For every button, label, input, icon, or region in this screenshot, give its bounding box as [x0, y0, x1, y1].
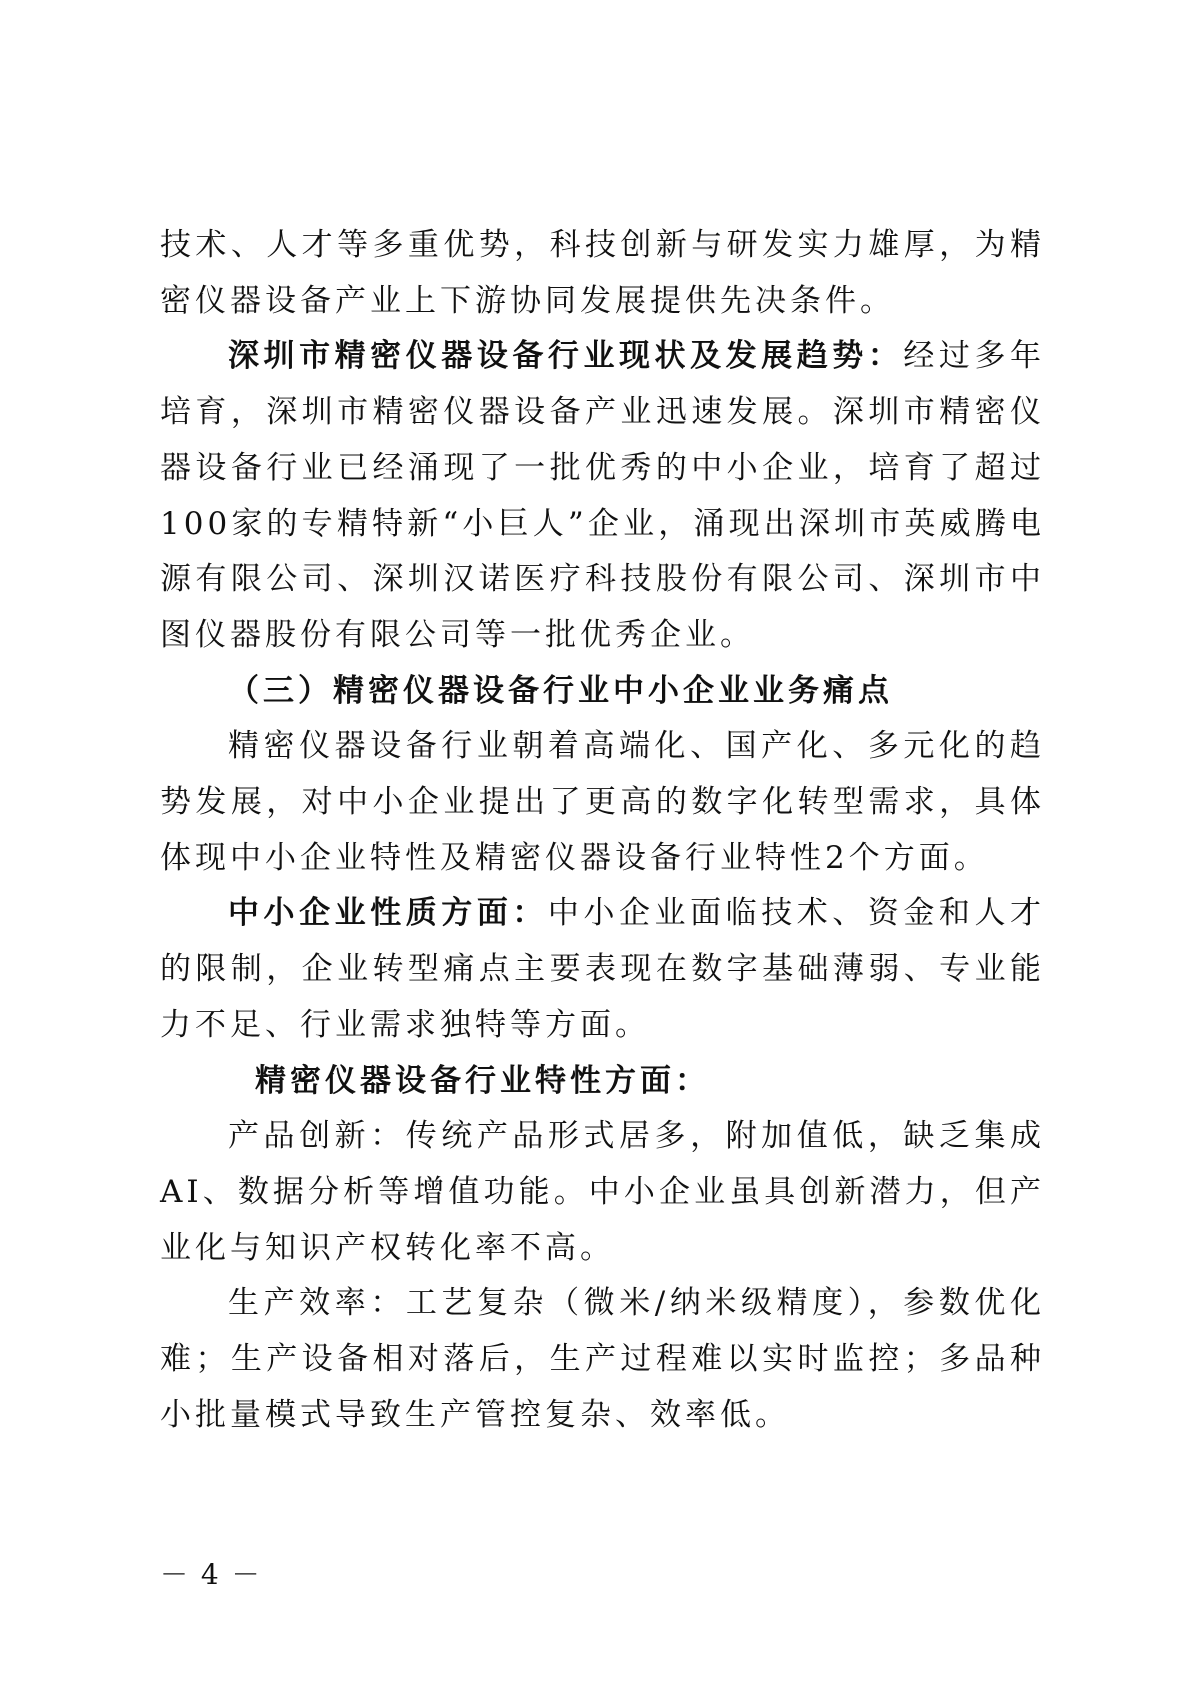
paragraph-body-shenzhen-status: 经过多年培育，深圳市精密仪器设备产业迅速发展。深圳市精密仪器设备行业已经涌现了一批优秀的中小企业，培育了超过100家的专精特新“小巨人”企业，涌现出深圳市英威腾电源有限公司、深圳汉诺医疗科技股份有限公司、深圳市中图仪器股份有限公司等一批优秀企业。	[160, 338, 1046, 653]
paragraph-shenzhen-status	[160, 329, 1045, 663]
paragraph-body-sme-nature: 中小企业面临技术、资金和人才的限制，企业转型痛点主要表现在数字基础薄弱、专业能力不足、行业需求独特等方面。	[160, 895, 1046, 1043]
section-heading-3: （三）精密仪器设备行业中小企业业务痛点	[228, 672, 893, 709]
paragraph-product-innovation: 产品创新：传统产品形式居多，附加值低，缺乏集成AI、数据分析等增值功能。中小企业虽具创新潜力，但产业化与知识产权转化率不高。	[160, 1118, 1045, 1266]
paragraph-production-efficiency: 生产效率：工艺复杂（微米/纳米级精度），参数优化难；生产设备相对落后，生产过程难以实时监控；多品种小批量模式导致生产管控复杂、效率低。	[160, 1285, 1045, 1433]
paragraph-continuation: 技术、人才等多重优势，科技创新与研发实力雄厚，为精密仪器设备产业上下游协同发展提供先决条件。	[160, 227, 1045, 319]
paragraph-lead-sme-nature: 中小企业性质方面：	[228, 895, 548, 932]
paragraph-industry-trend: 精密仪器设备行业朝着高端化、国产化、多元化的趋势发展，对中小企业提出了更高的数字化转型需求，具体体现中小企业特性及精密仪器设备行业特性2个方面。	[160, 728, 1045, 876]
page-number: － 4 －	[160, 1558, 262, 1591]
paragraph-industry-characteristics-heading: 精密仪器设备行业特性方面：	[255, 1062, 710, 1099]
paragraph-lead-shenzhen-status: 深圳市精密仪器设备行业现状及发展趋势：	[228, 338, 904, 375]
document-body	[160, 218, 1045, 1443]
paragraph-sme-nature	[160, 886, 1045, 1053]
